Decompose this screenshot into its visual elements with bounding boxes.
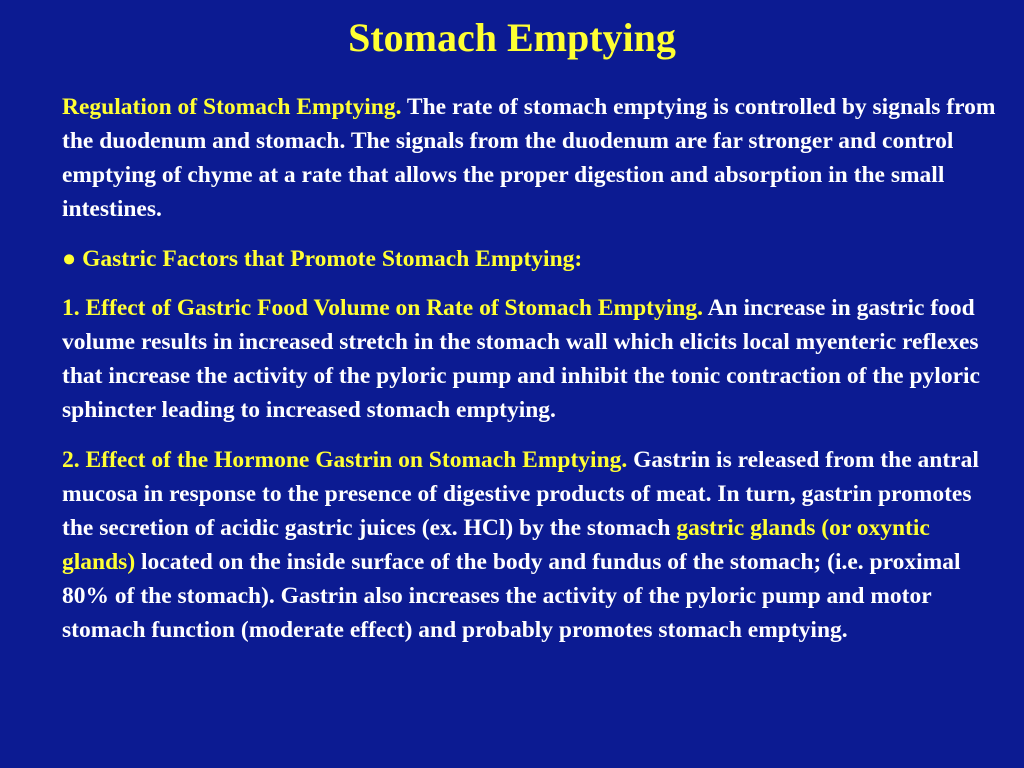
slide-body	[62, 90, 1008, 663]
paragraph-text: located on the inside surface of the body and fundus of the stomach; (i.e. proximal 80% of the stomach). Gastrin also increases the activity of the pyloric pump and motor stomach function (moderate effect) and probably promotes stomach emptying.	[62, 549, 961, 643]
paragraph-heading: 1. Effect of Gastric Food Volume on Rate of Stomach Emptying.	[62, 295, 703, 321]
slide-title: Stomach Emptying	[348, 15, 676, 60]
paragraph-regulation	[62, 90, 1008, 226]
paragraph-text: An increase in gastric food volume results in increased stretch in the stomach wall which elicits local myenteric reflexes that increase the activity of the pyloric pump and inhibit the tonic contraction of the pyloric sphincter leading to increased stomach emptying.	[62, 295, 980, 423]
paragraph-food-volume	[62, 291, 1008, 427]
paragraph-heading: Regulation of Stomach Emptying.	[62, 94, 402, 120]
paragraph-heading: 2. Effect of the Hormone Gastrin on Stomach Emptying.	[62, 447, 628, 473]
bullet-icon: ●	[62, 246, 77, 272]
highlighted-term: gastric glands (or oxyntic glands)	[62, 515, 930, 575]
paragraph-gastrin	[62, 443, 1008, 647]
bullet-gastric-factors	[62, 242, 1008, 276]
paragraph-text: The rate of stomach emptying is controlled by signals from the duodenum and stomach. The signals from the duodenum are far stronger and control emptying of chyme at a rate that allows the proper digestion and absorption in the small intestines.	[62, 94, 996, 222]
bullet-text: Gastric Factors that Promote Stomach Emptying:	[76, 246, 583, 272]
paragraph-text: Gastrin is released from the antral mucosa in response to the presence of digestive products of meat. In turn, gastrin promotes the secretion of acidic gastric juices (ex. HCl) by the stomach	[62, 447, 979, 541]
